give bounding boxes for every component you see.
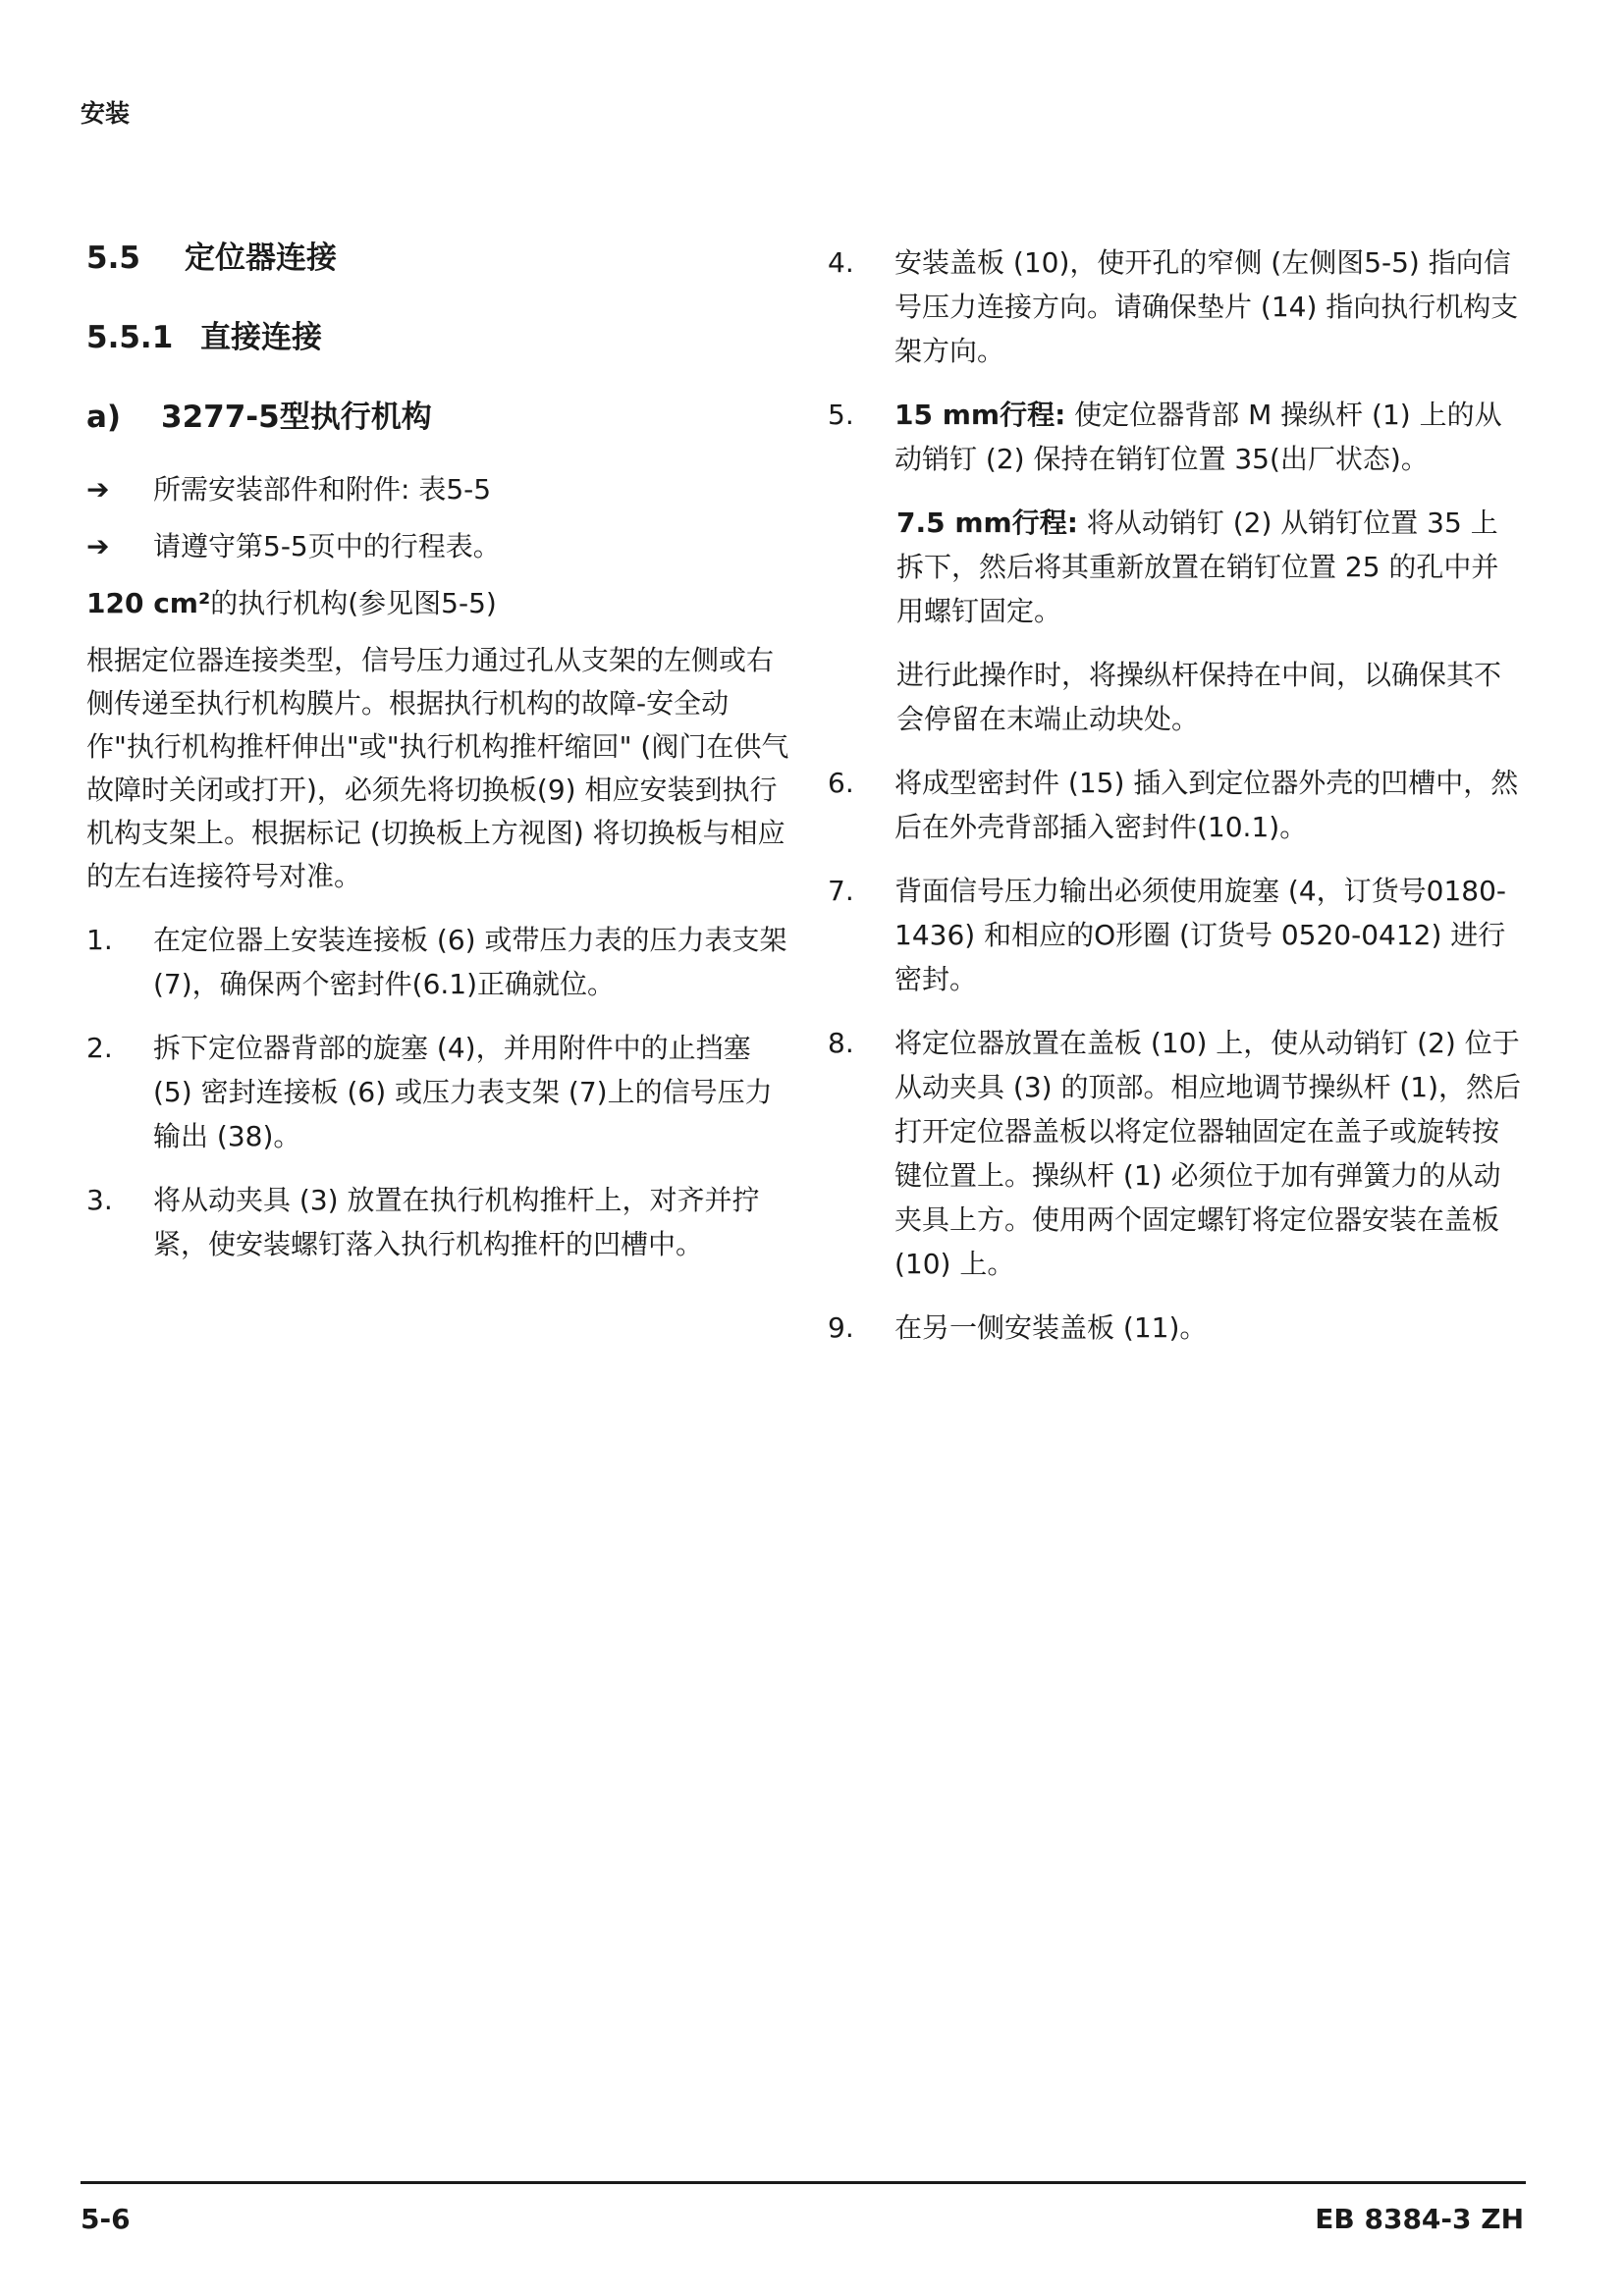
step-text: 在另一侧安装盖板 (11)。: [894, 1311, 1208, 1344]
section-number: 5.5: [86, 240, 140, 276]
step-number: 8.: [828, 1027, 854, 1059]
step-number: 9.: [828, 1311, 854, 1344]
right-column: [828, 240, 1525, 1369]
running-header: 安装: [81, 99, 131, 128]
section-heading: [86, 240, 795, 276]
sub-paragraph-text: 将从动销钉 (2) 从销钉位置 35 上拆下，然后将其重新放置在销钉位置 25 的孔中并用螺钉固定。: [896, 507, 1499, 627]
step-text: [894, 393, 1525, 481]
list-item: [828, 1021, 1525, 1286]
step-number: 3.: [86, 1184, 113, 1216]
subsection-heading: [86, 320, 795, 355]
document-id: EB 8384-3 ZH: [1315, 2203, 1524, 2235]
page-number: 5-6: [81, 2203, 131, 2235]
step-number: 7.: [828, 875, 854, 907]
step-sub-paragraph: 进行此操作时，将操纵杆保持在中间，以确保其不会停留在末端止动块处。: [896, 659, 1502, 735]
arrow-item-text: 所需安装部件和附件: 表5-5: [153, 473, 492, 506]
subsection-title: 直接连接: [200, 320, 322, 355]
sub-subsection-number: a): [86, 400, 122, 435]
subsection-number: 5.5.1: [86, 320, 174, 355]
step-number: 5.: [828, 399, 854, 431]
sub-subsection-title: 3277-5型执行机构: [161, 400, 432, 435]
step-number: 2.: [86, 1032, 113, 1064]
list-item: [828, 869, 1525, 1001]
arrow-icon: ➔: [86, 530, 110, 562]
section-title: 定位器连接: [185, 240, 337, 276]
actuator-label: [86, 582, 795, 625]
step-text: 背面信号压力输出必须使用旋塞 (4，订货号0180-1436) 和相应的O形圈 (订货号 0520-0412) 进行密封。: [894, 875, 1507, 995]
step-text: 安装盖板 (10)，使开孔的窄侧 (左侧图5-5) 指向信号压力连接方向。请确保垫片 (14) 指向执行机构支架方向。: [894, 246, 1519, 367]
list-item: [86, 1178, 795, 1266]
step-text-body: 使定位器背部 M 操纵杆 (1) 上的从动销钉 (2) 保持在销钉位置 35(出厂状态)。: [894, 399, 1502, 475]
step-sub-paragraph: [896, 501, 1525, 633]
step-number: 6.: [828, 767, 854, 799]
step-text: 在定位器上安装连接板 (6) 或带压力表的压力表支架 (7)，确保两个密封件(6.1)正确就位。: [153, 924, 787, 1000]
body-paragraph: 根据定位器连接类型，信号压力通过孔从支架的左侧或右侧传递至执行机构膜片。根据执行机构的故障-安全动作"执行机构推杆伸出"或"执行机构推杆缩回" (阀门在供气故障时关闭或打开)，必须先将切换板(9) 相应安装到执行机构支架上。根据标记 (切换板上方视图) 将切换板与相应的左右连接符号对准。: [86, 644, 789, 892]
step-text: 拆下定位器背部的旋塞 (4)，并用附件中的止挡塞 (5) 密封连接板 (6) 或压力表支架 (7)上的信号压力输出 (38)。: [153, 1032, 773, 1152]
footer-divider: [81, 2181, 1526, 2184]
step-number: 4.: [828, 246, 854, 279]
step-text: 将从动夹具 (3) 放置在执行机构推杆上，对齐并拧紧，使安装螺钉落入执行机构推杆的凹槽中。: [153, 1184, 760, 1260]
arrow-icon: ➔: [86, 473, 110, 506]
step-text: 将成型密封件 (15) 插入到定位器外壳的凹槽中，然后在外壳背部插入密封件(10.1)。: [894, 767, 1519, 843]
stroke-label: 15 mm行程:: [894, 399, 1066, 431]
list-item: [86, 918, 795, 1006]
stroke-label: 7.5 mm行程:: [896, 507, 1078, 539]
arrow-list-item: [86, 525, 795, 568]
step-number: 1.: [86, 924, 113, 956]
step-text: 将定位器放置在盖板 (10) 上，使从动销钉 (2) 位于从动夹具 (3) 的顶部。相应地调节操纵杆 (1)，然后打开定位器盖板以将定位器轴固定在盖子或旋转按键位置上。操纵杆 (1) 必须位于加有弹簧力的从动夹具上方。使用两个固定螺钉将定位器安装在盖板 (10) 上。: [894, 1027, 1522, 1280]
actuator-label-text: 的执行机构(参见图5-5): [210, 587, 497, 619]
list-item: [828, 240, 1525, 373]
sub-subsection-heading: [86, 400, 795, 435]
arrow-list-item: [86, 468, 795, 511]
list-item: [828, 761, 1525, 849]
list-item: [86, 1026, 795, 1158]
list-item: [828, 1306, 1525, 1350]
arrow-item-text: 请遵守第5-5页中的行程表。: [153, 530, 501, 562]
actuator-size: 120 cm²: [86, 587, 211, 619]
left-column: [86, 240, 795, 1286]
list-item: [828, 393, 1525, 481]
